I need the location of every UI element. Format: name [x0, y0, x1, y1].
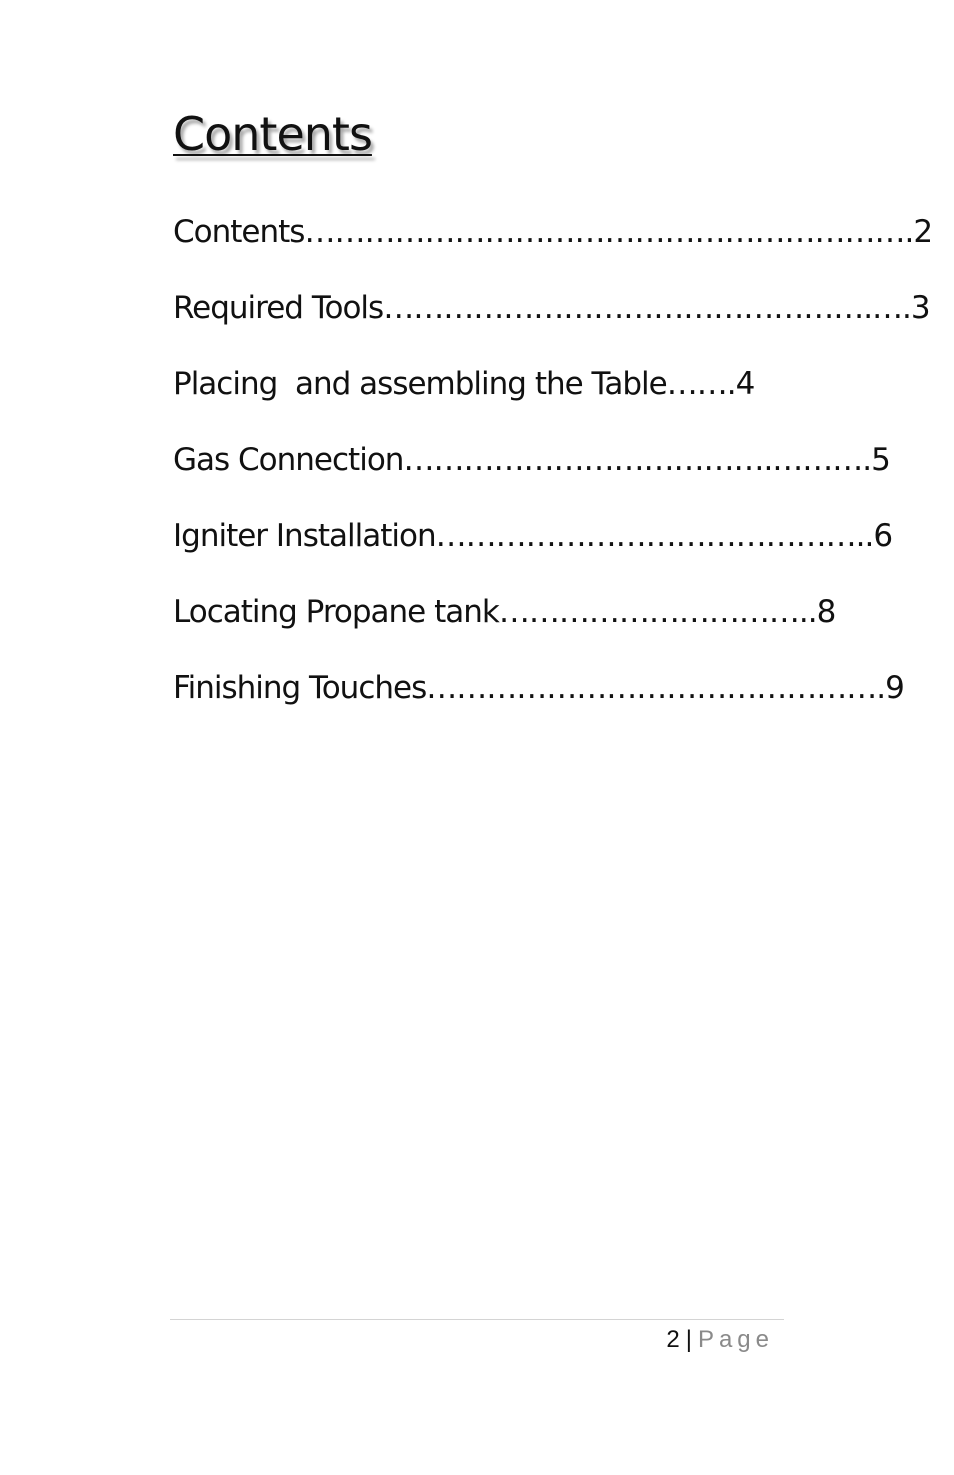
toc-entry-leader: ……………………………….………. [403, 442, 872, 478]
toc-entry-leader: ………………………………………….…. [383, 290, 911, 326]
footer-page-label: Page [697, 1326, 774, 1353]
toc-entry-igniter-installation [173, 512, 932, 588]
toc-entry-gas-connection [173, 436, 932, 512]
toc-entry-page: 6 [873, 518, 893, 554]
toc-entry-title: Gas Connection [173, 442, 404, 478]
footer-page-number: 2 [666, 1326, 680, 1353]
toc-entry-page: 2 [913, 214, 933, 250]
toc-entry-leader: …………………………………….. [435, 518, 874, 554]
toc-entry-title: Placing and assembling the Table [173, 366, 667, 402]
toc-entry-page: 3 [910, 290, 930, 326]
toc-entry-page: 8 [816, 594, 836, 630]
footer-separator: | [685, 1326, 692, 1353]
toc-entry-page: 9 [885, 670, 904, 706]
toc-entry-finishing-touches [173, 664, 932, 740]
page-title: Contents [173, 107, 372, 161]
table-of-contents [173, 208, 932, 740]
page-footer [666, 1324, 774, 1356]
footer-divider [170, 1319, 784, 1320]
toc-entry-leader: ………………………………………. [426, 670, 886, 706]
toc-entry-title: Finishing Touches [173, 670, 427, 706]
toc-entry-leader: ……………………………………………………. [304, 214, 914, 250]
toc-entry-contents [173, 208, 932, 284]
toc-entry-page: 5 [871, 442, 890, 478]
toc-entry-locating-propane-tank [173, 588, 932, 664]
toc-entry-leader: ……. [666, 366, 736, 402]
toc-entry-page: 4 [735, 366, 755, 402]
toc-entry-title: Required Tools [173, 290, 384, 326]
toc-entry-title: Locating Propane tank [173, 594, 499, 630]
toc-entry-required-tools [173, 284, 932, 360]
toc-entry-title: Contents [173, 214, 305, 250]
toc-entry-leader: ………………………….. [498, 594, 817, 630]
toc-entry-placing-table [173, 360, 932, 436]
toc-entry-title: Igniter Installation [173, 518, 436, 554]
